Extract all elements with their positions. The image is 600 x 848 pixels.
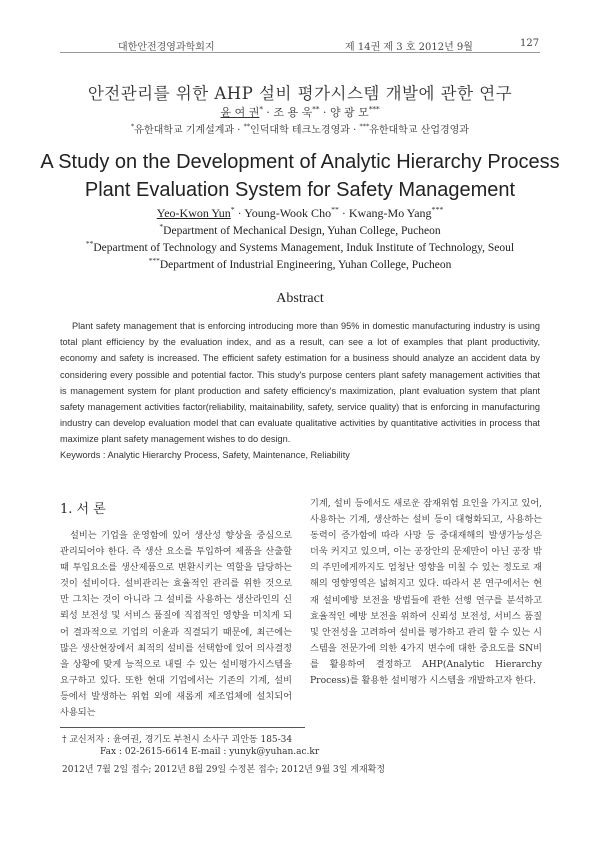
english-affiliation-3 [0,256,600,271]
korean-author-2-mark: ** [312,104,320,114]
header-rule [60,52,540,53]
body-right-column: 기계, 설비 등에서도 새로운 잠재위험 요인을 가지고 있어, 사용하는 기계, 생산하는 설비 등이 대형화되고, 사용하는 동력이 증가함에 따라 사망 등 중대재해의 발생가능성은 더욱 커지고 있으며, 이는 공장안의 문제만이 아닌 공장 밖의 주민에게까지도 엄청난 영향을 미칠 수 있는 정도로 재해의 영향영역은 넓혀지고 있다. 따라서 본 연구에서는 현재 설비예방 보전을 방법들에 관한 선행 연구를 분석하고 효율적인 예방 보전을 위하여 신뢰성 보전성, 서비스 품질 및 안전성을 고려하여 설비를 평가하고 관리 할 수 있는 시스템을 전문가에 의한 4가지 변수에 대한 중요도를 SN비를 활용하여 결정하고 AHP(Analytic Hierarchy Process)를 활용한 설비평가 시스템을 개발하고자 한다. [310,498,542,687]
keywords: Keywords : Analytic Hierarchy Process, Safety, Maintenance, Reliability [60,450,350,460]
affil-separator: · [234,125,244,136]
korean-author-3: 양 광 모 [329,106,369,119]
english-author-2-mark: ** [331,205,339,214]
body-left-column: 설비는 기업을 운영함에 있어 생산성 향상을 중심으로 관리되어야 한다. 즉 생산 요소를 투입하여 제품을 산출할 때 투입요소를 생산제품으로 변환시키는 역할을 담당하는 것이 설비이다. 설비관리는 효율적인 관리를 위한 것으로만 그치는 것이 아니라 그 설비를 사용하는 생산라인의 신뢰성 보전성 및 서비스 품질에 직접적인 영향을 미치게 되어 결과적으로 기업의 이윤과 직결되기 때문에, 최근에는 많은 생산현장에서 최적의 설비를 선택함에 있어 의사결정을 상황에 맞게 능적으로 내릴 수 있는 설비평가시스템을 요구하고 있다. 또한 현대 기업에서는 기존의 기계, 설비 등에서 발생하는 위험 외에 새롭게 제조업체에 설치되어 사용되는 [60,530,292,719]
english-author-1-mark: * [230,205,235,214]
english-affil-3-mark: *** [148,256,160,266]
author-separator: · [262,106,274,119]
english-authors [0,206,600,221]
footnote-dates: 2012년 7월 2일 접수; 2012년 8월 29일 수정본 접수; 2012년 9월 3일 게재확정 [62,765,386,775]
english-author-1: Yeo-Kwon Yun [156,206,231,220]
english-affil-3-text: Department of Industrial Engineering, Yuhan College, Pucheon [159,259,452,271]
english-affil-2-text: Department of Technology and Systems Management, Induk Institute of Technology, Seoul [93,242,515,254]
page-number: 127 [520,38,540,49]
author-separator: · [234,206,245,220]
korean-affil-3-mark: *** [359,122,370,131]
english-affil-2-mark: ** [85,239,94,249]
english-affiliation-1 [0,222,600,237]
korean-affiliations [0,121,600,136]
korean-affil-3: 유한대학교 산업경영과 [369,125,469,136]
english-author-3: Kwang-Mo Yang [348,206,432,220]
korean-affil-1: 유한대학교 기계설계과 [134,125,235,136]
author-separator: · [319,106,330,119]
english-affil-1-text: Department of Mechanical Design, Yuhan College, Pucheon [163,225,441,237]
english-author-2: Young-Wook Cho [244,206,332,220]
footnote-contact: Fax : 02-2615-6614 E-mail : yunyk@yuhan.ac.kr [100,747,320,757]
korean-affil-2-mark: ** [243,122,251,131]
english-affiliation-2 [0,239,600,254]
issue-info: 제 14권 제 3 호 2012년 9월 [345,42,473,53]
author-separator: · [338,206,349,220]
english-affil-1-mark: * [159,222,164,232]
korean-author-1: 윤 여 권 [220,106,260,119]
korean-affil-1-mark: * [131,122,135,131]
section-heading: 1. 서 론 [60,502,106,517]
korean-author-1-mark: * [259,104,263,114]
footnote-corresponding-author: † 교신저자 : 윤여권, 경기도 부천시 소사구 괴안동 185-34 [62,735,293,745]
korean-affil-2: 인덕대학 테크노경영과 [250,125,350,136]
korean-author-3-mark: *** [368,104,380,114]
abstract-heading: Abstract [276,291,324,306]
journal-name: 대한안전경영과학회지 [118,42,215,53]
english-title-line-1: A Study on the Development of Analytic Hierarchy Process [40,151,560,173]
english-author-3-mark: *** [431,205,444,214]
korean-author-2: 조 용 욱 [273,106,313,119]
abstract-body: Plant safety management that is enforcing introducing more than 95% in domestic manufacturing industry is using total plant efficiency by the evaluation index, and as a result, can see a lot of examples that plant productivity, economy and safety is increased. The efficient safety estimation for a business should analyze an accident data by considering every possible and potential factor. This study's purpose centers plant safety management activities that is management system for plant production and safety efficiency's maximization, plant evaluation system that plant safety management activities factor(reliability, maitainability, safety, service quality) that is enforcing in manufacturing industry can develop evaluation model that can evaluate qualitative activities by quantitative activities in process that maximize plant safety management wishes to do design. [60,321,540,445]
footnote-rule [60,727,305,728]
english-title-line-2: Plant Evaluation System for Safety Management [84,179,516,201]
affil-separator: · [349,125,360,136]
korean-title: 안전관리를 위한 AHP 설비 평가시스템 개발에 관한 연구 [87,84,513,103]
english-title [0,148,600,204]
korean-authors [0,104,600,120]
